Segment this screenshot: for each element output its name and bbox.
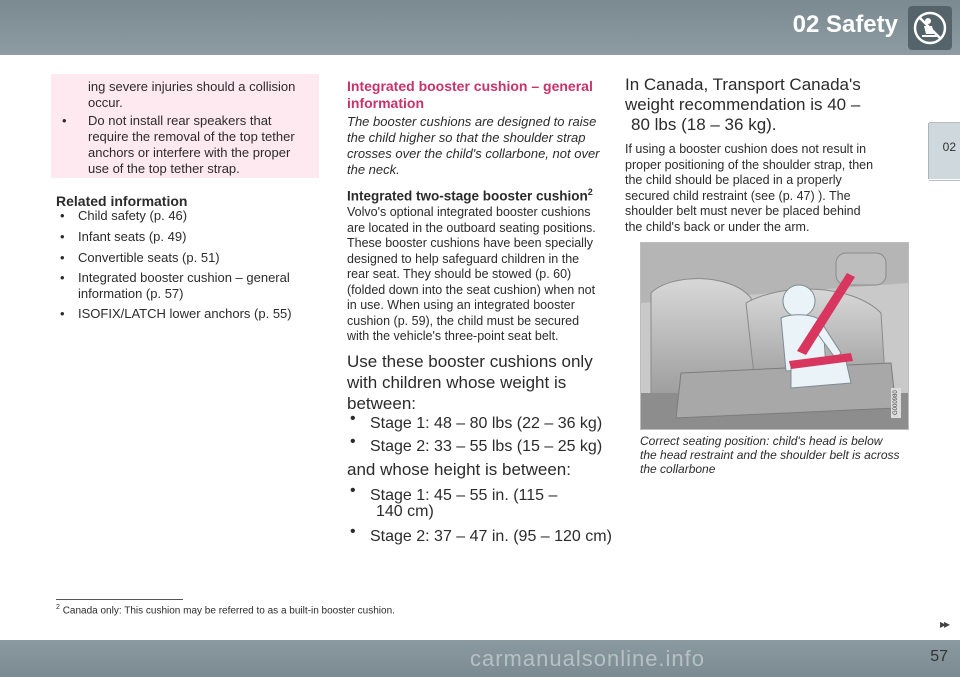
bullet-glyph: • — [60, 229, 65, 244]
related-link-booster-cushion-cont[interactable]: information (p. 57) — [78, 286, 184, 301]
weight-item: Stage 2: 33 – 55 lbs (15 – 25 kg) — [370, 438, 603, 455]
body-line: proper positioning of the shoulder strap, then — [625, 157, 874, 172]
weight-intro-line: Use these booster cushions only — [347, 352, 593, 371]
warning-bullet-line: require the removal of the top tether — [88, 129, 295, 144]
body-line: with the vehicle's three-point seat belt. — [347, 329, 559, 343]
height-item: Stage 2: 37 – 47 in. (95 – 120 cm) — [370, 528, 612, 545]
canada-recommendation — [625, 75, 905, 135]
watermark: carmanualsonline.info — [470, 646, 706, 671]
body-paragraph — [347, 205, 615, 345]
warning-text-line: occur. — [88, 95, 123, 110]
bullet-glyph: • — [350, 523, 356, 540]
subheading — [347, 187, 593, 204]
footnote-ref[interactable]: 2 — [587, 187, 593, 197]
figure-code: G000980 — [893, 390, 899, 415]
bullet-glyph: • — [60, 306, 65, 321]
bullet-glyph: • — [60, 250, 65, 265]
intro-line: the neck. — [347, 162, 400, 177]
body-line: cushion (p. 59), the child must be secured — [347, 313, 580, 328]
caption-line: the head restraint and the shoulder belt is across — [640, 448, 900, 462]
weight-intro-line: with children whose weight is — [347, 373, 567, 392]
warning-bullet-line: anchors or interfere with the proper — [88, 145, 291, 160]
body-line: are located in the outboard seating positions. — [347, 220, 596, 235]
body-line: These booster cushions have been specially — [347, 236, 593, 250]
section-heading-line: information — [347, 95, 424, 111]
footnote-divider — [56, 599, 183, 600]
related-link-convertible-seats[interactable]: Convertible seats (p. 51) — [78, 250, 220, 265]
canada-line: In Canada, Transport Canada's — [625, 75, 861, 94]
body-line: If using a booster cushion does not result in — [625, 142, 867, 156]
height-item-cont: 140 cm) — [376, 503, 434, 520]
body-line: the child's back or under the arm. — [625, 219, 810, 234]
section-title: 02 Safety — [792, 11, 898, 38]
bullet-glyph: • — [350, 433, 356, 450]
section-heading-line: Integrated booster cushion – general — [347, 78, 593, 94]
body-line: shoulder belt must never be placed behind — [625, 204, 861, 218]
related-info-heading: Related information — [56, 193, 188, 209]
canada-line: 80 lbs (18 – 36 kg). — [631, 115, 777, 134]
canada-line: weight recommendation is 40 – — [625, 95, 861, 114]
bullet-glyph: • — [350, 410, 356, 427]
subheading-text: Integrated two-stage booster cushion — [347, 188, 588, 204]
body-line: (folded down into the seat cushion) when not — [347, 282, 596, 297]
footnote-text: Canada only: This cushion may be referred to as a built-in booster cushion. — [62, 605, 395, 617]
figure-caption — [640, 434, 910, 476]
body-line: Volvo's optional integrated booster cushions — [347, 205, 591, 219]
body-line: secured child restraint (see (p. 47) ). The — [625, 188, 851, 203]
page-header — [0, 0, 960, 55]
intro-paragraph — [347, 114, 612, 178]
related-link-booster-cushion[interactable]: Integrated booster cushion – general — [78, 270, 290, 285]
intro-line: the child higher so that the shoulder strap — [347, 130, 586, 145]
bullet-glyph: • — [60, 208, 65, 223]
related-link-infant-seats[interactable]: Infant seats (p. 49) — [78, 229, 187, 244]
intro-line: crosses over the child's collarbone, not over — [347, 146, 600, 161]
warning-text-line: ing severe injuries should a collision — [88, 79, 296, 94]
next-page-arrows-icon[interactable]: ▸▸ — [939, 617, 948, 631]
booster-advice-paragraph — [625, 142, 910, 235]
child-seating-illustration — [640, 242, 909, 430]
related-link-child-safety[interactable]: Child safety (p. 46) — [78, 208, 188, 223]
height-intro: and whose height is between: — [347, 460, 571, 479]
warning-bullet-line: Do not install rear speakers that — [88, 113, 272, 128]
bullet-glyph: • — [62, 113, 67, 128]
intro-line: The booster cushions are designed to raise — [347, 114, 597, 129]
warning-bullet-line: use of the top tether strap. — [88, 161, 240, 176]
body-line: in use. When using an integrated booster — [347, 298, 575, 312]
caption-line: the collarbone — [640, 462, 716, 476]
chapter-tab-label: 02 — [942, 140, 956, 154]
page-number: 57 — [930, 648, 948, 665]
body-line: designed to help safeguard children in the — [347, 251, 580, 266]
weight-intro-line: between: — [347, 394, 416, 413]
section-heading — [347, 78, 617, 112]
weight-item: Stage 1: 48 – 80 lbs (22 – 36 kg) — [370, 415, 603, 432]
caption-line: Correct seating position: child's head is below — [640, 434, 883, 448]
weight-intro — [347, 351, 617, 414]
footnote — [56, 604, 395, 616]
no-child-seat-airbag-icon — [908, 6, 952, 50]
body-line: the child should be placed in a properly — [625, 173, 842, 187]
bullet-glyph: • — [350, 482, 356, 499]
bullet-glyph: • — [60, 270, 65, 285]
body-line: rear seat. They should be stowed (p. 60) — [347, 267, 572, 281]
height-item: Stage 1: 45 – 55 in. (115 – — [370, 487, 558, 504]
side-tab-bottom-rule — [929, 180, 960, 181]
related-link-isofix[interactable]: ISOFIX/LATCH lower anchors (p. 55) — [78, 306, 292, 321]
footnote-marker: 2 — [56, 604, 60, 611]
